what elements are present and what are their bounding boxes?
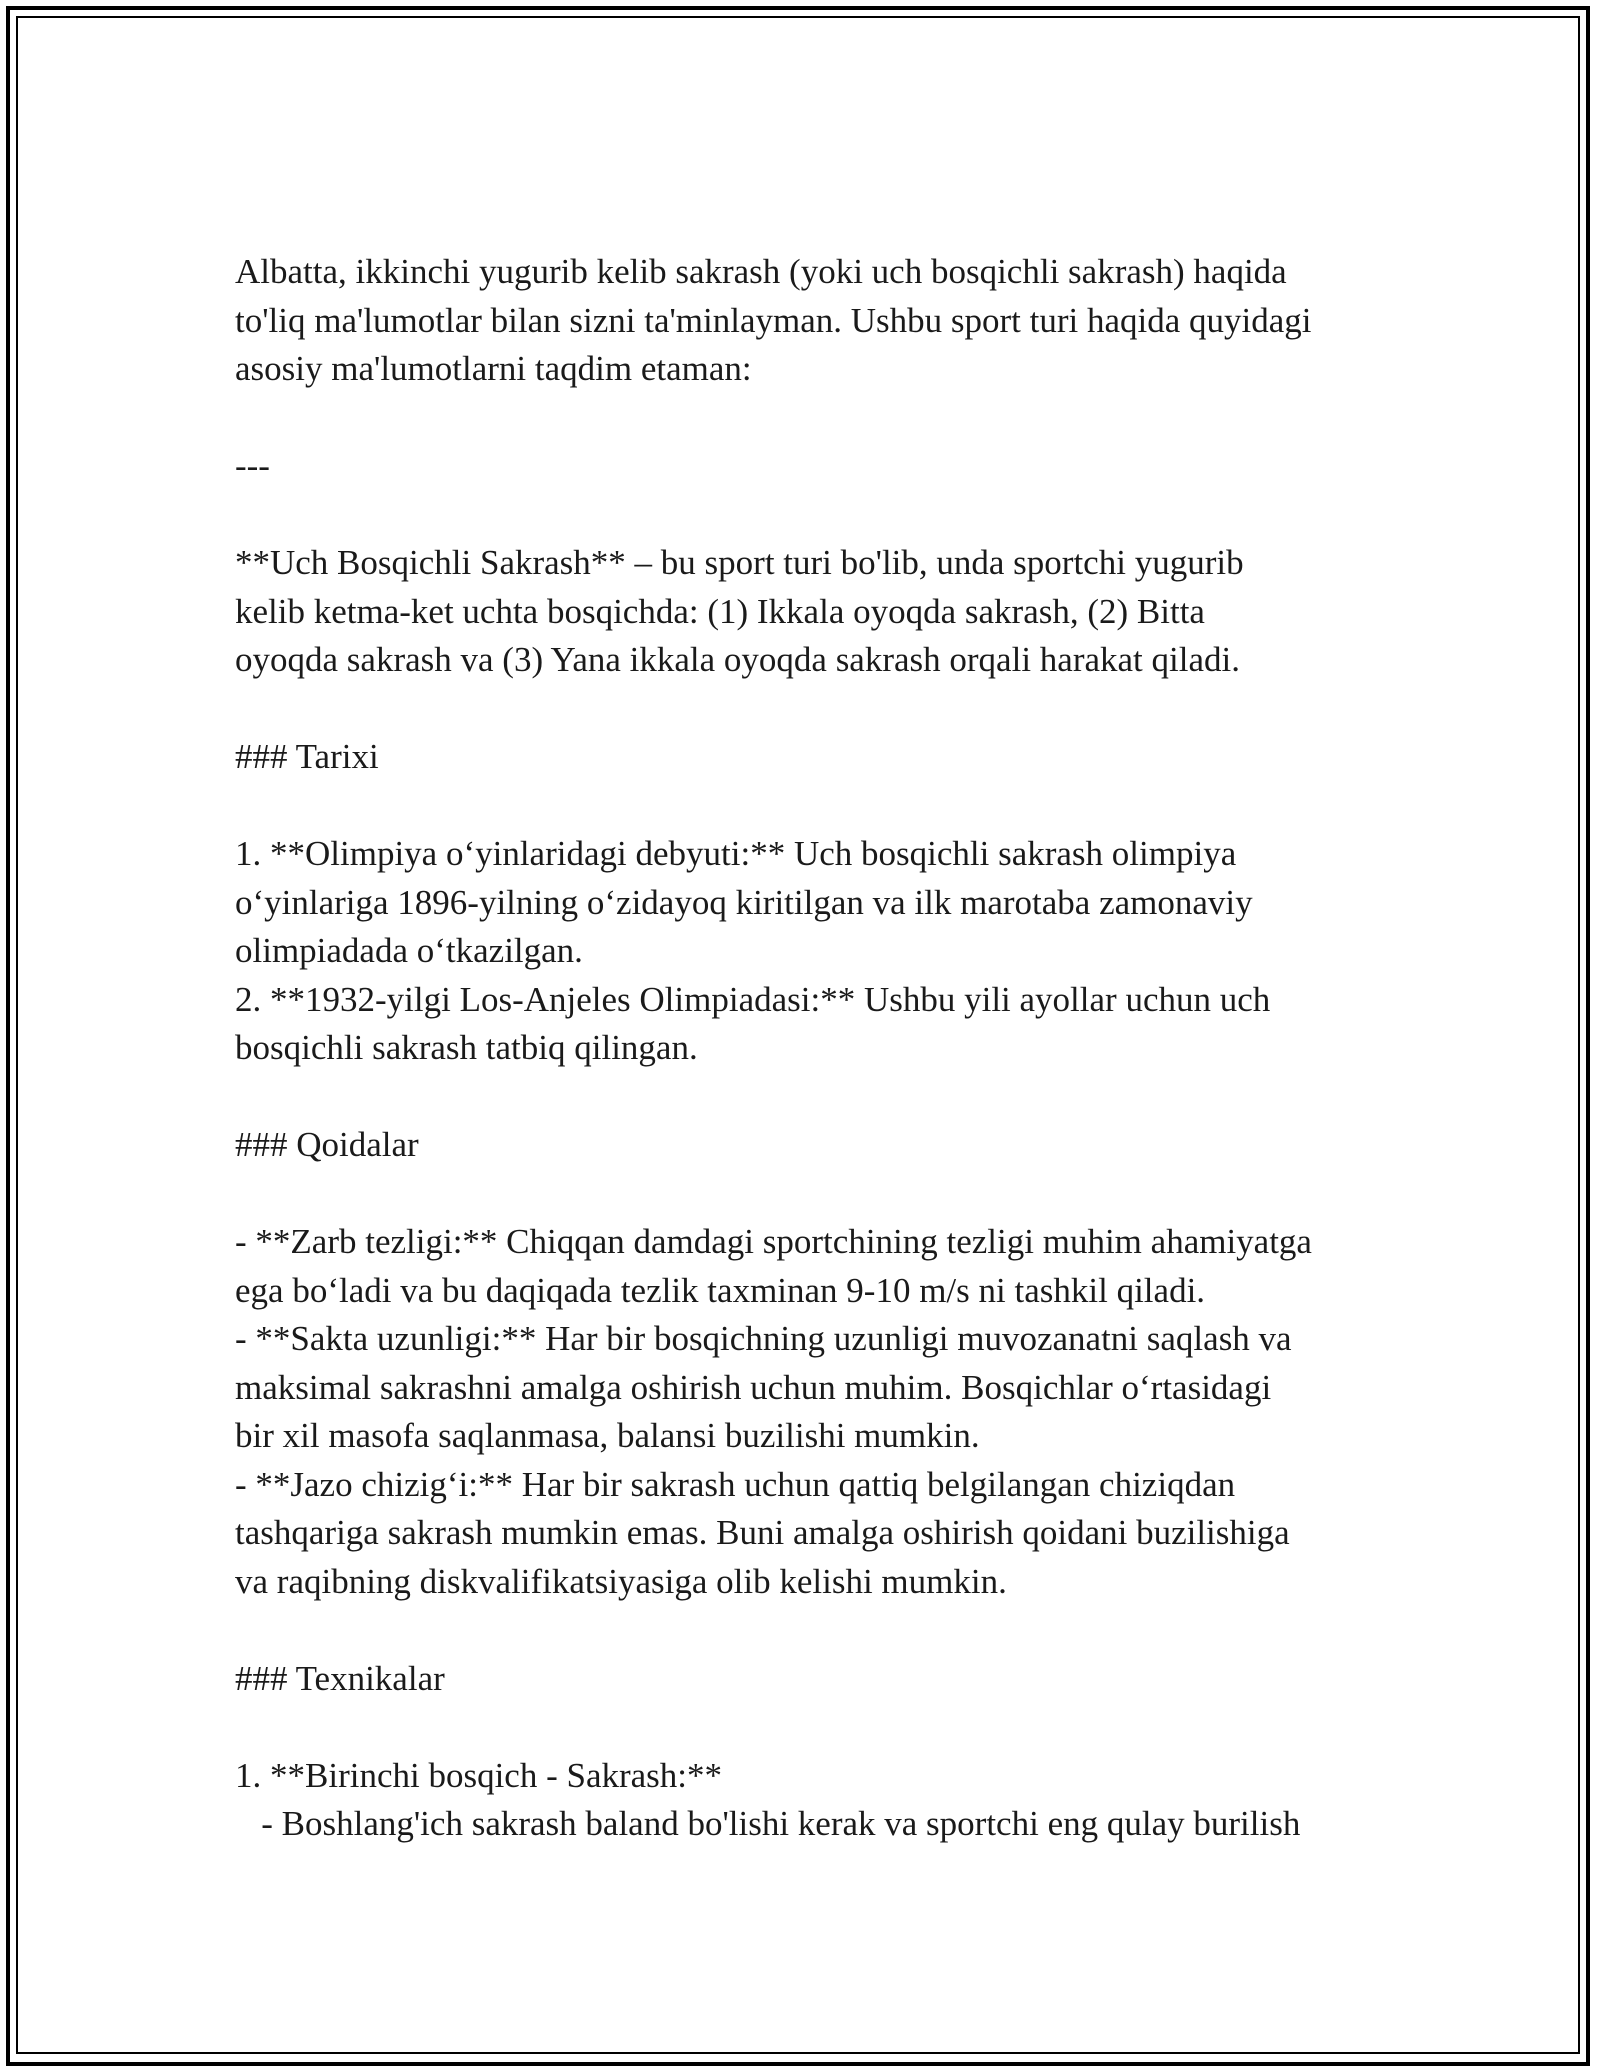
document-body bbox=[235, 248, 1395, 1849]
definition-line: kelib ketma-ket uchta bosqichda: (1) Ikkala oyoqda sakrash, (2) Bitta bbox=[235, 591, 1205, 631]
definition-line: **Uch Bosqichli Sakrash** – bu sport turi bo'lib, unda sportchi yugurib bbox=[235, 543, 1244, 582]
intro-paragraph bbox=[235, 248, 1395, 394]
rules-line: - **Jazo chizig‘i:** Har bir sakrash uchun qattiq belgilangan chiziqdan bbox=[235, 1464, 1236, 1504]
history-line: 1. **Olimpiya o‘yinlaridagi debyuti:** Uch bosqichli sakrash olimpiya bbox=[235, 834, 1237, 873]
history-list bbox=[235, 830, 1395, 1073]
rules-line: - **Sakta uzunligi:** Har bir bosqichning uzunligi muvozanatni saqlash va bbox=[235, 1319, 1292, 1358]
rules-line: maksimal sakrashni amalga oshirish uchun muhim. Bosqichlar o‘rtasidagi bbox=[235, 1367, 1272, 1407]
definition-line: oyoqda sakrash va (3) Yana ikkala oyoqda sakrash orqali harakat qiladi. bbox=[235, 640, 1240, 679]
techniques-heading: ### Texnikalar bbox=[235, 1658, 445, 1698]
techniques-line: - Boshlang'ich sakrash baland bo'lishi kerak va sportchi eng qulay burilish bbox=[235, 1804, 1301, 1843]
rules-heading: ### Qoidalar bbox=[235, 1125, 419, 1164]
rules-line: va raqibning diskvalifikatsiyasiga olib kelishi mumkin. bbox=[235, 1561, 1007, 1601]
history-line: olimpiadada o‘tkazilgan. bbox=[235, 931, 583, 970]
rules-line: ega bo‘ladi va bu daqiqada tezlik taxminan 9-10 m/s ni tashkil qiladi. bbox=[235, 1270, 1206, 1310]
techniques-list bbox=[235, 1752, 1395, 1849]
rules-line: bir xil masofa saqlanmasa, balansi buzilishi mumkin. bbox=[235, 1416, 980, 1455]
intro-line: Albatta, ikkinchi yugurib kelib sakrash (yoki uch bosqichli sakrash) haqida bbox=[235, 252, 1287, 291]
intro-line: asosiy ma'lumotlarni taqdim etaman: bbox=[235, 349, 752, 388]
rules-line: - **Zarb tezligi:** Chiqqan damdagi sportchining tezligi muhim ahamiyatga bbox=[235, 1222, 1312, 1261]
rules-line: tashqariga sakrash mumkin emas. Buni amalga oshirish qoidani buzilishiga bbox=[235, 1513, 1290, 1552]
intro-line: to'liq ma'lumotlar bilan sizni ta'minlayman. Ushbu sport turi haqida quyidagi bbox=[235, 300, 1312, 340]
separator: --- bbox=[235, 446, 270, 485]
techniques-line: 1. **Birinchi bosqich - Sakrash:** bbox=[235, 1755, 723, 1795]
history-line: 2. **1932-yilgi Los-Anjeles Olimpiadasi:** Ushbu yili ayollar uchun uch bbox=[235, 979, 1271, 1019]
history-heading: ### Tarixi bbox=[235, 737, 379, 776]
history-line: o‘yinlariga 1896-yilning o‘zidayoq kiritilgan va ilk marotaba zamonaviy bbox=[235, 882, 1253, 922]
rules-list bbox=[235, 1218, 1395, 1606]
definition-paragraph bbox=[235, 539, 1395, 685]
history-line: bosqichli sakrash tatbiq qilingan. bbox=[235, 1028, 698, 1067]
